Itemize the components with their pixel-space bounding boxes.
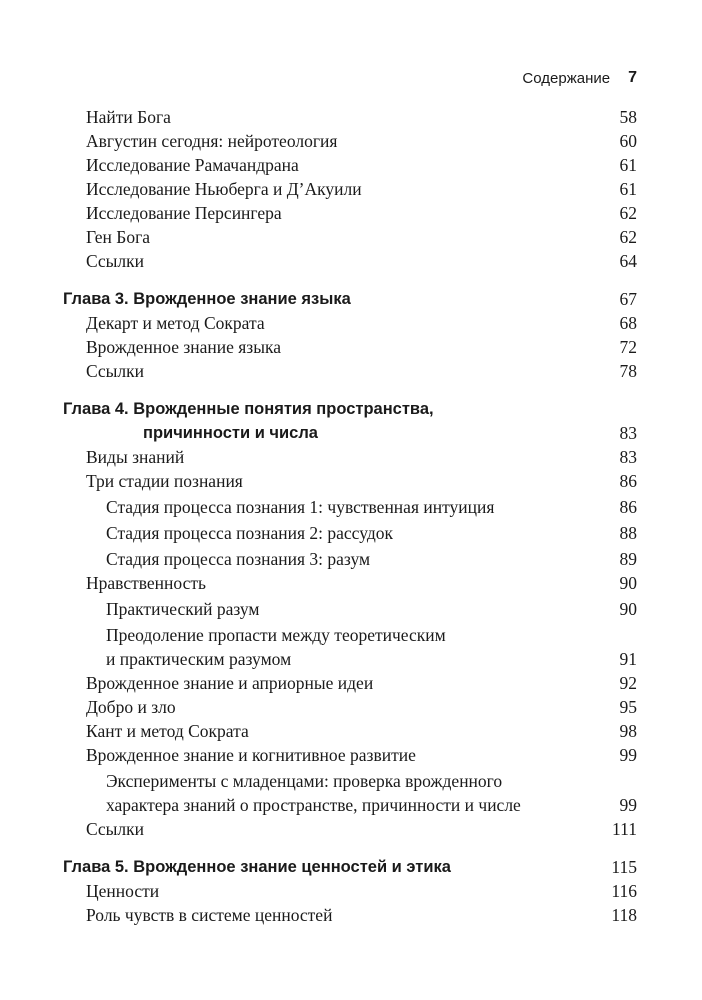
toc-subentry [0, 623, 702, 647]
toc-entry-page: 78 [619, 361, 637, 381]
table-of-contents [0, 105, 702, 927]
toc-entry [0, 903, 702, 927]
toc-entry-page: 118 [611, 905, 637, 925]
toc-entry [0, 743, 702, 767]
toc-entry-title: Стадия процесса познания 1: чувственная интуиция [106, 497, 495, 517]
toc-entry-page: 89 [619, 549, 637, 569]
toc-subentry [0, 521, 702, 545]
toc-entry-page: 90 [619, 599, 637, 619]
toc-subentry [0, 547, 702, 571]
toc-entry-page: 62 [619, 227, 637, 247]
toc-subentry [0, 597, 702, 621]
toc-entry-page: 92 [619, 673, 637, 693]
toc-chapter-title: Глава 4. Врожденные понятия пространства, [63, 400, 434, 418]
toc-entry-title: Стадия процесса познания 2: рассудок [106, 523, 394, 543]
toc-entry-title: Врожденное знание и априорные идеи [86, 673, 374, 693]
toc-entry-title: Практический разум [106, 599, 260, 619]
toc-subentry [0, 769, 702, 793]
toc-entry [0, 129, 702, 153]
toc-entry-title: и практическим разумом [106, 649, 292, 669]
toc-entry [0, 571, 702, 595]
toc-entry [0, 445, 702, 469]
toc-entry-title: Декарт и метод Сократа [86, 313, 265, 333]
toc-entry-title: Три стадии познания [86, 471, 243, 491]
toc-entry-title: Исследование Ньюберга и Д’Акуили [86, 179, 362, 199]
toc-entry-page: 99 [619, 745, 637, 765]
toc-entry-page: 58 [619, 107, 637, 127]
toc-subentry [0, 495, 702, 519]
toc-entry [0, 153, 702, 177]
toc-chapter-heading-continued [0, 421, 702, 445]
toc-entry-page: 64 [619, 251, 637, 271]
toc-entry-page: 86 [619, 497, 637, 517]
toc-chapter-heading [0, 855, 702, 879]
toc-entry-title: Августин сегодня: нейротеология [86, 131, 338, 151]
toc-entry-page: 88 [619, 523, 637, 543]
toc-entry [0, 105, 702, 129]
toc-entry [0, 201, 702, 225]
toc-entry-title: Преодоление пропасти между теоретическим [106, 625, 446, 645]
toc-entry-page: 60 [619, 131, 637, 151]
page-number: 7 [628, 69, 637, 86]
toc-entry-page: 111 [612, 819, 637, 839]
toc-entry-page: 72 [619, 337, 637, 357]
toc-entry-page: 86 [619, 471, 637, 491]
running-header [0, 66, 637, 90]
toc-entry [0, 879, 702, 903]
toc-entry-page: 116 [611, 881, 637, 901]
toc-chapter-title: причинности и числа [143, 424, 318, 442]
toc-chapter-heading [0, 287, 702, 311]
toc-entry-title: Ценности [86, 881, 160, 901]
toc-entry-title: Роль чувств в системе ценностей [86, 905, 333, 925]
toc-entry-title: Врожденное знание и когнитивное развитие [86, 745, 416, 765]
toc-entry-title: Нравственность [86, 573, 206, 593]
toc-entry [0, 695, 702, 719]
toc-subentry-continued [0, 647, 702, 671]
toc-entry [0, 335, 702, 359]
toc-entry [0, 817, 702, 841]
toc-entry-title: Добро и зло [86, 697, 176, 717]
toc-entry [0, 177, 702, 201]
toc-entry-page: 95 [619, 697, 637, 717]
toc-entry [0, 359, 702, 383]
running-header-section: Содержание [522, 69, 611, 87]
toc-entry-page: 67 [619, 289, 637, 309]
toc-entry-title: Ген Бога [86, 227, 151, 247]
toc-chapter-title: Глава 5. Врожденное знание ценностей и этика [63, 858, 451, 876]
toc-entry [0, 671, 702, 695]
toc-entry-page: 98 [619, 721, 637, 741]
toc-chapter-title: Глава 3. Врожденное знание языка [63, 290, 351, 308]
toc-entry-title: Исследование Рамачандрана [86, 155, 299, 175]
toc-entry-title: Ссылки [86, 819, 145, 839]
toc-entry-page: 83 [619, 447, 637, 467]
toc-entry-title: Найти Бога [86, 107, 171, 127]
toc-entry-title: Врожденное знание языка [86, 337, 281, 357]
toc-entry-title: характера знаний о пространстве, причинности и числе [106, 795, 521, 815]
toc-chapter-heading [0, 397, 702, 421]
toc-entry [0, 719, 702, 743]
toc-subentry-continued [0, 793, 702, 817]
toc-entry-page: 90 [619, 573, 637, 593]
toc-entry [0, 469, 702, 493]
toc-entry-page: 83 [619, 423, 637, 443]
toc-entry-page: 91 [619, 649, 637, 669]
toc-entry-page: 115 [611, 857, 637, 877]
toc-entry-page: 61 [619, 179, 637, 199]
toc-entry-title: Кант и метод Сократа [86, 721, 249, 741]
toc-entry-title: Стадия процесса познания 3: разум [106, 549, 371, 569]
toc-entry-title: Ссылки [86, 361, 145, 381]
toc-entry-title: Исследование Персингера [86, 203, 282, 223]
toc-entry-title: Ссылки [86, 251, 145, 271]
toc-entry-page: 99 [619, 795, 637, 815]
toc-entry-page: 61 [619, 155, 637, 175]
toc-entry-title: Виды знаний [86, 447, 185, 467]
toc-entry [0, 311, 702, 335]
toc-entry [0, 249, 702, 273]
toc-entry-page: 68 [619, 313, 637, 333]
toc-entry-page: 62 [619, 203, 637, 223]
toc-entry [0, 225, 702, 249]
toc-entry-title: Эксперименты с младенцами: проверка врожденного [106, 771, 503, 791]
